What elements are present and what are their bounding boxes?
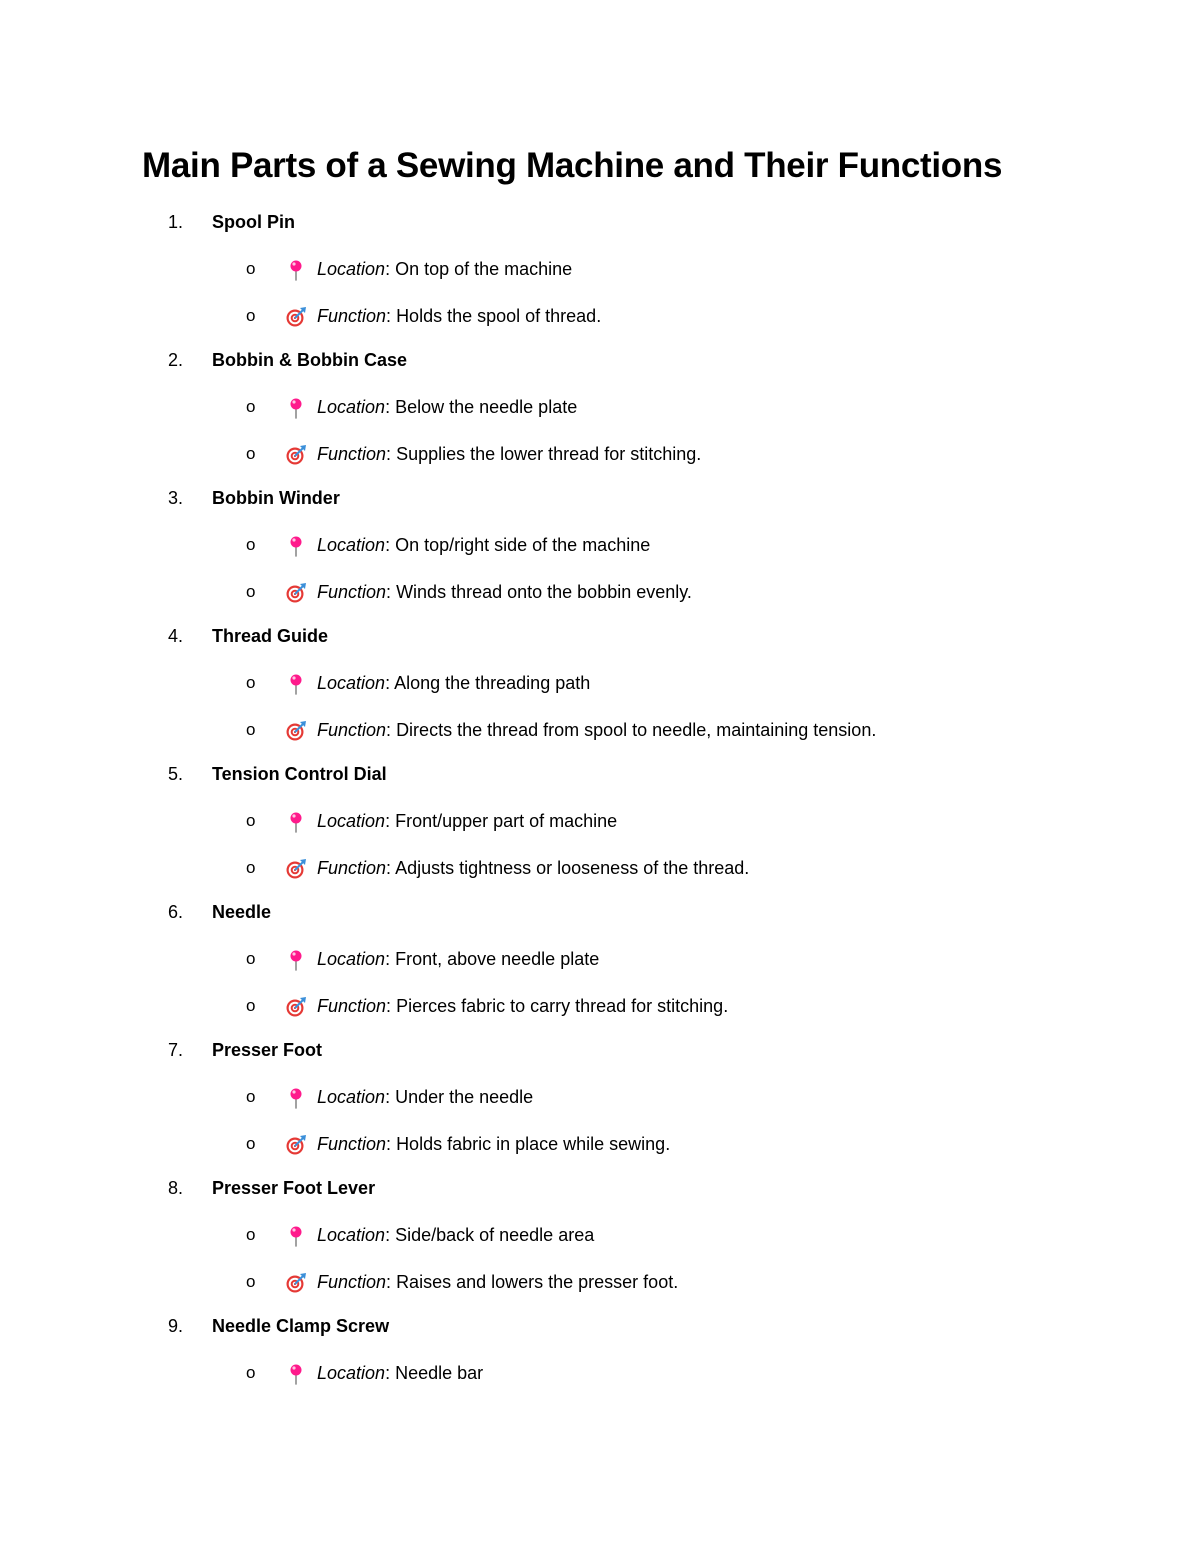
function-detail	[0, 853, 1200, 883]
part-number: 4.	[168, 626, 184, 646]
detail-separator: :	[385, 811, 396, 831]
detail-separator: :	[385, 535, 396, 555]
detail-separator: :	[385, 397, 396, 417]
part-number: 1.	[168, 212, 184, 232]
part-name: Thread Guide	[212, 626, 329, 646]
detail-label: Location	[317, 949, 386, 969]
detail-text	[317, 439, 701, 469]
bullet-marker: o	[246, 259, 256, 278]
detail-label: Function	[317, 582, 387, 602]
direct-hit-target-icon	[285, 720, 307, 742]
detail-label: Location	[317, 811, 386, 831]
part-name: Bobbin Winder	[212, 488, 340, 508]
detail-separator: :	[386, 996, 397, 1016]
detail-value: Needle bar	[395, 1363, 484, 1383]
detail-value: Directs the thread from spool to needle, maintaining tension.	[396, 720, 877, 740]
part-number: 7.	[168, 1040, 184, 1060]
detail-separator: :	[386, 1134, 397, 1154]
detail-label: Location	[317, 1087, 386, 1107]
bullet-marker: o	[246, 858, 256, 877]
location-detail	[0, 392, 1200, 422]
part-heading	[0, 1311, 1200, 1341]
round-pushpin-icon	[285, 259, 307, 281]
detail-value: Front, above needle plate	[395, 949, 600, 969]
location-detail	[0, 944, 1200, 974]
direct-hit-target-icon	[285, 996, 307, 1018]
detail-label: Function	[317, 720, 387, 740]
detail-separator: :	[386, 858, 396, 878]
detail-text	[317, 806, 617, 836]
bullet-marker: o	[246, 1363, 256, 1382]
part-heading	[0, 1035, 1200, 1065]
round-pushpin-icon	[285, 535, 307, 557]
detail-text	[317, 301, 601, 331]
bullet-marker: o	[246, 306, 256, 325]
part-heading	[0, 1173, 1200, 1203]
part-heading	[0, 345, 1200, 375]
part-name: Needle	[212, 902, 272, 922]
detail-value: On top of the machine	[395, 259, 573, 279]
detail-separator: :	[386, 1272, 397, 1292]
detail-text	[317, 254, 572, 284]
bullet-marker: o	[246, 1225, 256, 1244]
part-name: Presser Foot Lever	[212, 1178, 376, 1198]
detail-text	[317, 1358, 483, 1388]
detail-text	[317, 1129, 670, 1159]
bullet-marker: o	[246, 996, 256, 1015]
detail-value: Holds fabric in place while sewing.	[396, 1134, 671, 1154]
part-number: 2.	[168, 350, 184, 370]
direct-hit-target-icon	[285, 858, 307, 880]
detail-separator: :	[385, 673, 395, 693]
detail-text	[317, 577, 692, 607]
detail-value: Supplies the lower thread for stitching.	[396, 444, 702, 464]
bullet-marker: o	[246, 535, 256, 554]
detail-value: Front/upper part of machine	[395, 811, 618, 831]
part-number: 6.	[168, 902, 184, 922]
location-detail	[0, 668, 1200, 698]
part-number: 5.	[168, 764, 184, 784]
detail-text	[317, 392, 577, 422]
location-detail	[0, 254, 1200, 284]
detail-text	[317, 1220, 594, 1250]
bullet-marker: o	[246, 1272, 256, 1291]
direct-hit-target-icon	[285, 1134, 307, 1156]
part-number: 8.	[168, 1178, 184, 1198]
part-name: Tension Control Dial	[212, 764, 387, 784]
round-pushpin-icon	[285, 1087, 307, 1109]
detail-text	[317, 715, 876, 745]
detail-label: Function	[317, 996, 387, 1016]
detail-text	[317, 944, 599, 974]
round-pushpin-icon	[285, 949, 307, 971]
detail-separator: :	[386, 582, 397, 602]
direct-hit-target-icon	[285, 1272, 307, 1294]
location-detail	[0, 806, 1200, 836]
function-detail	[0, 439, 1200, 469]
detail-value: Side/back of needle area	[395, 1225, 595, 1245]
detail-label: Location	[317, 1225, 386, 1245]
round-pushpin-icon	[285, 811, 307, 833]
function-detail	[0, 577, 1200, 607]
round-pushpin-icon	[285, 1225, 307, 1247]
detail-text	[317, 991, 728, 1021]
bullet-marker: o	[246, 673, 256, 692]
bullet-marker: o	[246, 1087, 256, 1106]
bullet-marker: o	[246, 720, 256, 739]
detail-separator: :	[386, 444, 397, 464]
detail-label: Location	[317, 397, 386, 417]
detail-label: Function	[317, 444, 387, 464]
part-heading	[0, 483, 1200, 513]
part-number: 9.	[168, 1316, 184, 1336]
detail-label: Function	[317, 306, 387, 326]
part-heading	[0, 621, 1200, 651]
part-name: Presser Foot	[212, 1040, 323, 1060]
part-heading	[0, 207, 1200, 237]
function-detail	[0, 1267, 1200, 1297]
function-detail	[0, 301, 1200, 331]
detail-separator: :	[385, 1363, 396, 1383]
detail-label: Location	[317, 1363, 386, 1383]
detail-text	[317, 530, 650, 560]
part-name: Bobbin & Bobbin Case	[212, 350, 407, 370]
detail-value: On top/right side of the machine	[395, 535, 651, 555]
detail-label: Function	[317, 858, 387, 878]
part-heading	[0, 897, 1200, 927]
page-title: Main Parts of a Sewing Machine and Their Functions	[142, 146, 1003, 185]
direct-hit-target-icon	[285, 582, 307, 604]
detail-value: Raises and lowers the presser foot.	[396, 1272, 679, 1292]
part-name: Needle Clamp Screw	[212, 1316, 390, 1336]
location-detail	[0, 1082, 1200, 1112]
detail-separator: :	[386, 720, 397, 740]
detail-value: Under the needle	[395, 1087, 534, 1107]
location-detail	[0, 1358, 1200, 1388]
detail-value: Holds the spool of thread.	[396, 306, 602, 326]
detail-separator: :	[386, 306, 397, 326]
part-number: 3.	[168, 488, 184, 508]
part-heading	[0, 759, 1200, 789]
detail-label: Location	[317, 259, 386, 279]
bullet-marker: o	[246, 811, 256, 830]
location-detail	[0, 530, 1200, 560]
detail-text	[317, 1267, 678, 1297]
bullet-marker: o	[246, 444, 256, 463]
detail-value: Below the needle plate	[395, 397, 578, 417]
bullet-marker: o	[246, 949, 256, 968]
detail-value: Pierces fabric to carry thread for stitching.	[396, 996, 729, 1016]
detail-value: Adjusts tightness or looseness of the thread.	[395, 858, 750, 878]
direct-hit-target-icon	[285, 306, 307, 328]
detail-label: Function	[317, 1134, 387, 1154]
bullet-marker: o	[246, 582, 256, 601]
detail-text	[317, 668, 590, 698]
detail-separator: :	[385, 1225, 396, 1245]
detail-value: Winds thread onto the bobbin evenly.	[396, 582, 692, 602]
detail-text	[317, 853, 749, 883]
detail-separator: :	[385, 949, 396, 969]
detail-separator: :	[385, 1087, 396, 1107]
function-detail	[0, 715, 1200, 745]
detail-text	[317, 1082, 533, 1112]
bullet-marker: o	[246, 397, 256, 416]
round-pushpin-icon	[285, 1363, 307, 1385]
detail-separator: :	[385, 259, 396, 279]
part-name: Spool Pin	[212, 212, 295, 232]
function-detail	[0, 1129, 1200, 1159]
direct-hit-target-icon	[285, 444, 307, 466]
detail-value: Along the threading path	[394, 673, 591, 693]
bullet-marker: o	[246, 1134, 256, 1153]
detail-label: Location	[317, 535, 386, 555]
round-pushpin-icon	[285, 397, 307, 419]
detail-label: Location	[317, 673, 386, 693]
location-detail	[0, 1220, 1200, 1250]
function-detail	[0, 991, 1200, 1021]
round-pushpin-icon	[285, 673, 307, 695]
detail-label: Function	[317, 1272, 387, 1292]
